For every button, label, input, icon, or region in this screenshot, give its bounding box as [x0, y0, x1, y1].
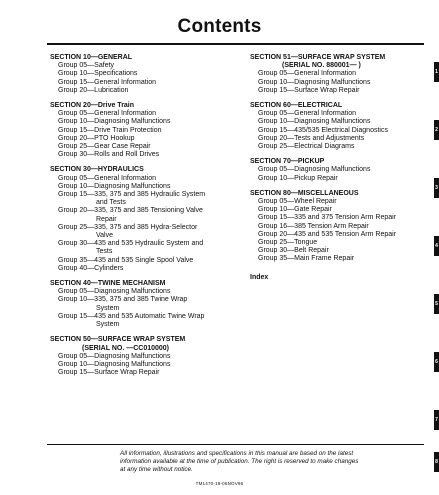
- toc-group-item[interactable]: Group 05—Diagnosing Malfunctions: [58, 288, 171, 296]
- section-tab-number: 1: [435, 69, 438, 75]
- toc-group-item[interactable]: Group 10—Gate Repair: [258, 206, 332, 214]
- index-link[interactable]: Index: [250, 273, 269, 281]
- document-id: TM1470-19-06NOV96: [195, 481, 244, 486]
- section-title[interactable]: SECTION 70—PICKUP: [250, 158, 325, 166]
- section-tab[interactable]: [434, 410, 439, 430]
- toc-group-item[interactable]: Group 15—435/535 Electrical Diagnostics: [258, 126, 388, 134]
- section-tab-number: 6: [435, 359, 438, 365]
- toc-group-item[interactable]: Group 10—Diagnosing Malfunctions: [58, 182, 171, 190]
- toc-group-item[interactable]: Group 05—Diagnosing Malfunctions: [58, 352, 171, 360]
- toc-section: [50, 336, 242, 377]
- section-tab-number: 7: [435, 417, 438, 423]
- toc-group-item[interactable]: Group 20—335, 375 and 385 Tensioning Valve: [58, 207, 203, 215]
- section-tabs: [429, 62, 439, 472]
- section-tab[interactable]: [434, 294, 439, 314]
- toc-group-item[interactable]: Group 15—Surface Wrap Repair: [58, 369, 160, 377]
- toc-group-item[interactable]: Group 35—435 and 535 Single Spool Valve: [58, 256, 194, 264]
- section-tab-number: 3: [435, 185, 438, 191]
- toc-group-item-continued: Valve: [96, 232, 113, 240]
- page-title: Contents: [177, 16, 262, 37]
- toc-group-item[interactable]: Group 10—Diagnosing Malfunctions: [58, 360, 171, 368]
- section-tab[interactable]: [434, 352, 439, 372]
- toc-group-item-continued: and Tests: [96, 199, 126, 207]
- section-title[interactable]: SECTION 10—GENERAL: [50, 54, 133, 61]
- toc-section: [50, 102, 242, 159]
- toc-group-item[interactable]: Group 20—Lubrication: [58, 86, 129, 94]
- section-title[interactable]: SECTION 51—SURFACE WRAP SYSTEM: [250, 54, 386, 61]
- toc-group-item[interactable]: Group 20—PTO Hookup: [58, 134, 135, 142]
- toc-group-item[interactable]: Group 10—Pickup Repair: [258, 174, 338, 182]
- toc-section: [250, 190, 426, 264]
- toc-group-item[interactable]: Group 10—Specifications: [58, 70, 138, 78]
- section-tab-number: 4: [435, 243, 438, 249]
- toc-group-item[interactable]: Group 05—General Information: [58, 174, 157, 182]
- toc-group-item[interactable]: Group 16—385 Tension Arm Repair: [258, 222, 369, 230]
- toc-group-item[interactable]: Group 10—Diagnosing Malfunctions: [258, 78, 371, 86]
- toc-group-item[interactable]: Group 30—Belt Repair: [258, 247, 329, 255]
- toc-group-item[interactable]: Group 35—Main Frame Repair: [258, 255, 355, 263]
- toc-group-item[interactable]: Group 05—General Information: [58, 110, 157, 118]
- section-tab-number: 2: [435, 127, 438, 133]
- section-tab[interactable]: [434, 120, 439, 140]
- toc-group-item[interactable]: Group 20—435 and 535 Tension Arm Repair: [258, 230, 397, 238]
- section-tab[interactable]: [434, 452, 439, 472]
- toc-section: [250, 54, 426, 95]
- section-tab-number: 8: [435, 459, 438, 465]
- toc-group-item[interactable]: Group 05—General Information: [258, 110, 357, 118]
- toc-group-item[interactable]: Group 05—Safety: [58, 62, 115, 70]
- toc-group-item[interactable]: Group 15—Drive Train Protection: [58, 126, 162, 134]
- section-subtitle: (SERIAL NO. —CC010000): [82, 344, 170, 352]
- toc-group-item[interactable]: Group 40—Cylinders: [58, 264, 124, 272]
- top-rule: [47, 43, 424, 45]
- toc-group-item-continued: Repair: [96, 215, 117, 223]
- toc-group-item[interactable]: Group 25—Gear Case Repair: [58, 143, 151, 151]
- right-column: [250, 54, 426, 282]
- section-tab[interactable]: [434, 62, 439, 82]
- toc-group-item[interactable]: Group 30—435 and 535 Hydraulic System and: [58, 240, 204, 248]
- section-title[interactable]: SECTION 50—SURFACE WRAP SYSTEM: [50, 336, 186, 344]
- toc-group-item[interactable]: Group 10—335, 375 and 385 Twine Wrap: [58, 296, 188, 304]
- toc-group-item[interactable]: Group 25—335, 375 and 385 Hydra-Selector: [58, 223, 198, 231]
- bottom-rule: [47, 444, 424, 445]
- toc-group-item[interactable]: Group 05—General Information: [258, 70, 357, 78]
- toc-group-item[interactable]: Group 10—Diagnosing Malfunctions: [258, 118, 371, 126]
- toc-section: [250, 158, 426, 183]
- left-column: [50, 54, 242, 384]
- toc-group-item[interactable]: Group 30—Rolls and Roll Drives: [58, 151, 160, 159]
- section-title[interactable]: SECTION 30—HYDRAULICS: [50, 166, 144, 174]
- toc-section: [50, 166, 242, 273]
- toc-group-item-continued: System: [96, 304, 120, 312]
- toc-group-item[interactable]: Group 05—Diagnosing Malfunctions: [258, 166, 371, 174]
- toc-group-item[interactable]: Group 15—General Information: [58, 78, 157, 86]
- toc-group-item[interactable]: Group 10—Diagnosing Malfunctions: [58, 118, 171, 126]
- section-subtitle: (SERIAL NO. 880001— ): [282, 62, 361, 70]
- toc-group-item[interactable]: Group 15—335, 375 and 385 Hydraulic System: [58, 191, 206, 199]
- toc-group-item[interactable]: Group 25—Tongue: [258, 239, 318, 247]
- toc-group-item-continued: Tests: [96, 248, 113, 256]
- section-title[interactable]: SECTION 80—MISCELLANEOUS: [250, 189, 359, 197]
- toc-group-item[interactable]: Group 20—Tests and Adjustments: [258, 134, 365, 142]
- toc-group-item[interactable]: Group 15—Surface Wrap Repair: [258, 86, 360, 94]
- toc-group-item[interactable]: Group 25—Electrical Diagrams: [258, 143, 355, 151]
- disclaimer-note: All information, illustrations and specifications in this manual are based on the latest information available at the time of publication. The right is reserved to make changes at any time without notice.: [120, 450, 359, 474]
- section-title[interactable]: SECTION 60—ELECTRICAL: [250, 102, 343, 110]
- toc-group-item[interactable]: Group 15—335 and 375 Tension Arm Repair: [258, 214, 397, 222]
- section-title[interactable]: SECTION 20—Drive Train: [50, 102, 135, 110]
- toc-section: [50, 54, 242, 95]
- toc-group-item-continued: System: [96, 321, 120, 329]
- section-tab-number: 5: [435, 301, 438, 307]
- toc-group-item[interactable]: Group 05—Wheel Repair: [258, 198, 337, 206]
- toc-section: [250, 102, 426, 151]
- section-title[interactable]: SECTION 40—TWINE MECHANISM: [50, 280, 166, 288]
- section-tab[interactable]: [434, 236, 439, 256]
- toc-section: [50, 280, 242, 329]
- toc-group-item[interactable]: Group 15—435 and 535 Automatic Twine Wrap: [58, 312, 205, 320]
- section-tab[interactable]: [434, 178, 439, 198]
